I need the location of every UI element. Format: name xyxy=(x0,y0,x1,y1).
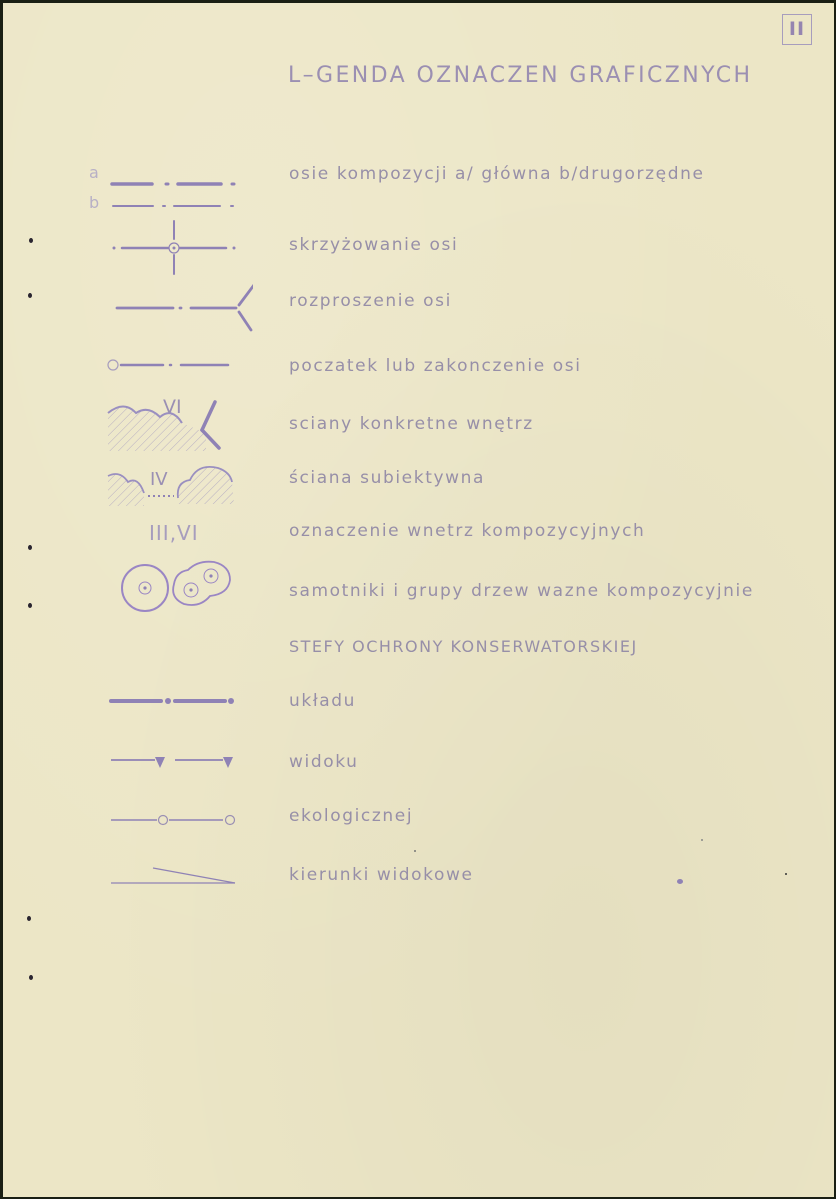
legend-label-view-zone: widoku xyxy=(289,752,359,772)
punch-mark xyxy=(27,916,31,921)
legend-label-layout-zone: układu xyxy=(289,691,357,711)
layout-zone-icon xyxy=(103,693,243,709)
axis-crossing-icon xyxy=(103,218,243,278)
subjective-wall-icon xyxy=(106,458,246,508)
label-a: a xyxy=(89,163,99,182)
legend-label-axis-crossing: skrzyżowanie osi xyxy=(289,235,459,255)
punch-mark xyxy=(28,603,32,608)
punch-mark xyxy=(29,238,33,243)
page-number-box: II xyxy=(782,14,812,45)
legend-label-subjective-wall: ściana subiektywna xyxy=(289,468,486,488)
legend-label-axis-start-end: poczatek lub zakonczenie osi xyxy=(289,356,582,376)
legend-label-ecological-zone: ekologicznej xyxy=(289,806,414,826)
roman-numeral-iv: IV xyxy=(150,469,168,490)
legend-label-view-direction: kierunki widokowe xyxy=(289,865,474,885)
ink-speck xyxy=(677,879,683,884)
dust-speck xyxy=(414,850,416,852)
view-zone-icon xyxy=(103,753,243,771)
dust-speck xyxy=(785,873,787,875)
interior-marking-icon: III,VI xyxy=(149,521,199,545)
label-b: b xyxy=(89,193,100,212)
legend-label-axis-dispersion: rozproszenie osi xyxy=(289,291,452,311)
composition-axes-icon xyxy=(103,171,243,211)
dust-speck xyxy=(701,839,703,841)
concrete-walls-icon xyxy=(106,395,246,457)
view-direction-icon xyxy=(103,863,243,887)
page-title: L–GENDA OZNACZEN GRAFICZNYCH xyxy=(288,63,753,88)
axis-start-end-icon xyxy=(103,353,243,377)
legend-label-interior-marking: oznaczenie wnetrz kompozycyjnych xyxy=(289,521,646,541)
legend-label-concrete-walls: sciany konkretne wnętrz xyxy=(289,414,534,434)
punch-mark xyxy=(29,975,33,980)
roman-numeral-vi: VI xyxy=(163,396,182,418)
punch-mark xyxy=(28,293,32,298)
trees-icon xyxy=(116,560,236,614)
document-page xyxy=(3,3,834,1197)
legend-label-trees: samotniki i grupy drzew wazne kompozycyjnie xyxy=(289,581,754,601)
section-heading: STEFY OCHRONY KONSERWATORSKIEJ xyxy=(289,637,638,656)
axis-dispersion-icon xyxy=(103,281,253,336)
ecological-zone-icon xyxy=(103,811,243,829)
punch-mark xyxy=(28,545,32,550)
legend-label-composition-axes: osie kompozycji a/ główna b/drugorzędne xyxy=(289,164,705,184)
